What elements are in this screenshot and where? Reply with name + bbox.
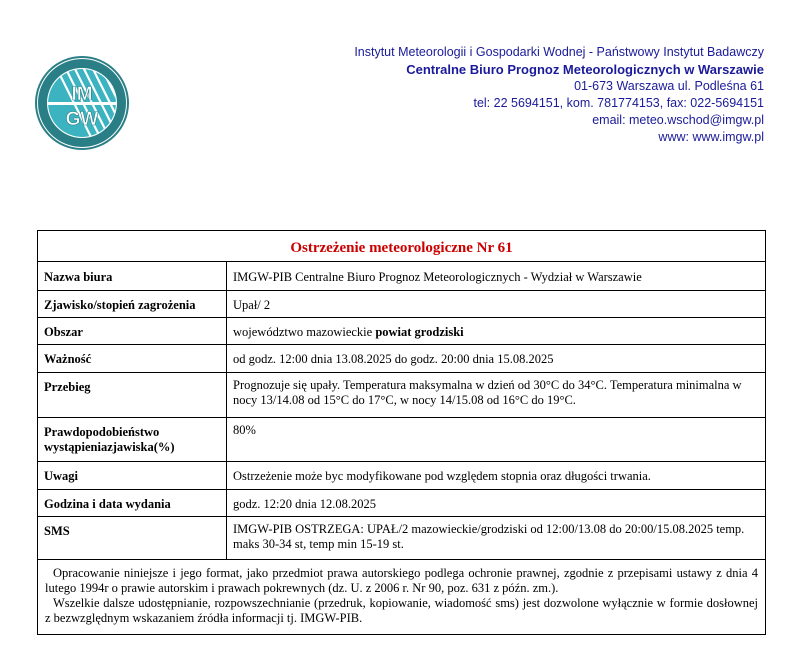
row-przebieg — [38, 373, 765, 418]
imgw-logo — [34, 55, 130, 151]
label-godzina: Godzina i data wydania — [38, 490, 227, 516]
label-biuro: Nazwa biura — [38, 262, 227, 290]
label-przebieg: Przebieg — [38, 373, 227, 417]
website[interactable]: www: www.imgw.pl — [658, 130, 764, 144]
row-uwagi — [38, 462, 765, 490]
label-obszar: Obszar — [38, 318, 227, 344]
label-zjawisko: Zjawisko/stopień zagrożenia — [38, 291, 227, 317]
svg-text:GW: GW — [65, 109, 99, 130]
value-obszar — [227, 318, 765, 344]
warning-title: Ostrzeżenie meteorologiczne Nr 61 — [38, 231, 765, 262]
institute-name: Instytut Meteorologii i Gospodarki Wodnej - Państwowy Instytut Badawczy — [354, 45, 764, 59]
row-waznosc — [38, 345, 765, 373]
value-przebieg: Prognozuje się upały. Temperatura maksymalna w dzień od 30°C do 34°C. Temperatura minimalna w nocy 13/14.08 od 15°C do 17°C, w nocy 14/15.08 od 16°C do 19°C. — [233, 378, 742, 407]
copyright-notice — [38, 560, 765, 632]
label-prawdopodobienstwo: Prawdopodobieństwo wystąpieniazjawiska(%) — [38, 418, 227, 461]
copyright-paragraph-2: Wszelkie dalsze udostępnianie, rozpowszechnianie (przedruk, kopiowanie, wiadomość sms) jest dozwolone wyłącznie w formie dosłownej z bezwzględnym wskazaniem źródła informacji tj. IMGW-PIB. — [45, 596, 758, 625]
value-obszar-region: województwo mazowieckie — [233, 325, 376, 339]
address: 01-673 Warszawa ul. Podleśna 61 — [574, 79, 764, 93]
value-zjawisko: Upał/ 2 — [233, 298, 271, 312]
label-sms: SMS — [38, 517, 227, 559]
value-sms: IMGW-PIB OSTRZEGA: UPAŁ/2 mazowieckie/grodziski od 12:00/13.08 do 20:00/15.08.2025 temp. maks 30-34 st, temp min 15-19 st. — [233, 522, 745, 551]
label-uwagi: Uwagi — [38, 462, 227, 489]
value-obszar-county: powiat grodziski — [375, 325, 464, 339]
institution-header — [354, 44, 764, 146]
value-biuro: IMGW-PIB Centralne Biuro Prognoz Meteorologicznych - Wydział w Warszawie — [233, 270, 642, 284]
value-waznosc: od godz. 12:00 dnia 13.08.2025 do godz. 20:00 dnia 15.08.2025 — [233, 352, 554, 366]
row-obszar — [38, 318, 765, 345]
row-sms — [38, 517, 765, 560]
copyright-paragraph-1: Opracowanie niniejsze i jego format, jako przedmiot prawa autorskiego podlega ochronie prawnej, zgodnie z przepisami ustawy z dnia 4 lutego 1994r o prawie autorskim i prawach pokrewnych (dz. U. z 2006 r. Nr 90, poz. 631 z późn. zm.). — [45, 566, 758, 595]
row-godzina — [38, 490, 765, 517]
bureau-name: Centralne Biuro Prognoz Meteorologicznych w Warszawie — [406, 62, 764, 77]
value-godzina: godz. 12:20 dnia 12.08.2025 — [233, 497, 377, 511]
phone: tel: 22 5694151, kom. 781774153, fax: 022-5694151 — [473, 96, 764, 110]
email[interactable]: email: meteo.wschod@imgw.pl — [592, 113, 764, 127]
row-prawdopodobienstwo — [38, 418, 765, 462]
value-uwagi: Ostrzeżenie może byc modyfikowane pod względem stopnia oraz długości trwania. — [233, 469, 651, 483]
warning-document — [37, 230, 766, 635]
label-waznosc: Ważność — [38, 345, 227, 372]
row-zjawisko — [38, 291, 765, 318]
value-prawdopodobienstwo: 80% — [233, 423, 256, 437]
row-biuro — [38, 262, 765, 291]
logo-imgw-text: IM — [71, 84, 93, 105]
